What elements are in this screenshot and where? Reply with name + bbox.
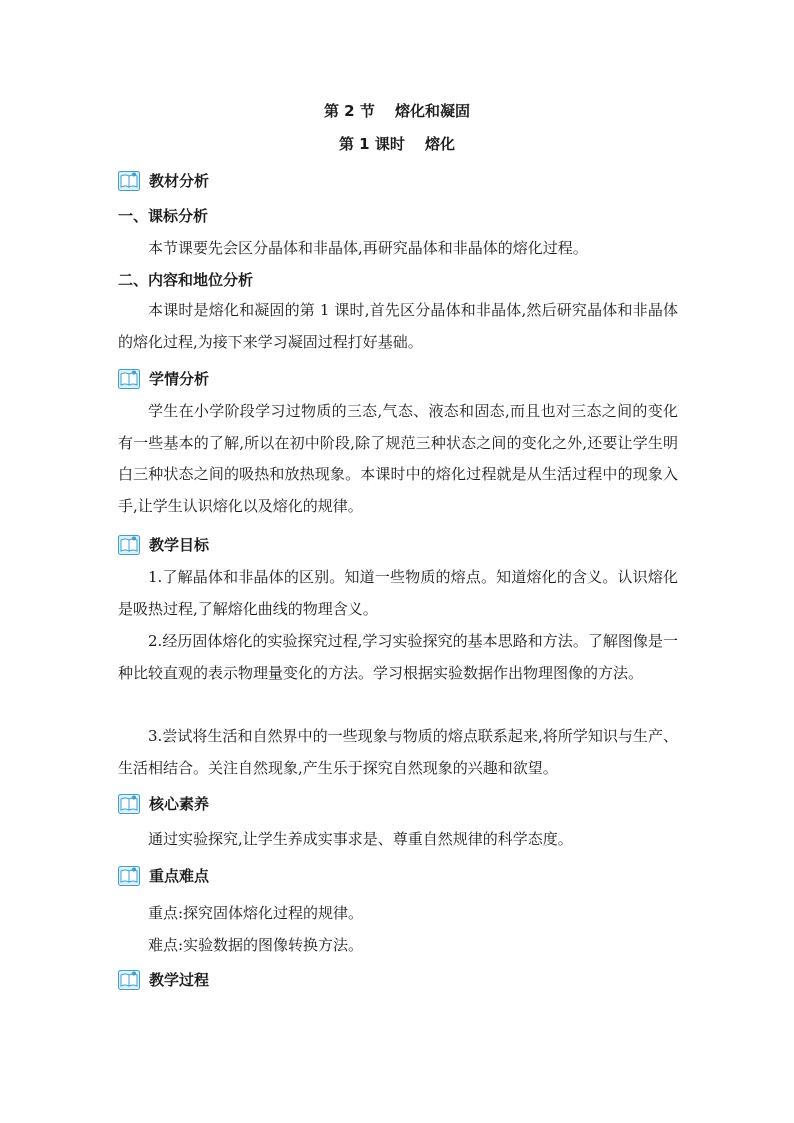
section-label: 核心素养: [149, 795, 210, 813]
section-label: 教学目标: [149, 536, 210, 554]
open-book-icon: [118, 866, 140, 886]
paragraph-goal-1: 1.了解晶体和非晶体的区别。知道一些物质的熔点。知道熔化的含义。认识熔化是吸热过程,了解熔化曲线的物理含义。: [118, 568, 678, 618]
section-core-literacy: [118, 792, 209, 816]
paragraph-key-point: 重点:探究固体熔化过程的规律。: [148, 904, 364, 922]
paragraph-content-analysis: 本课时是熔化和凝固的第 1 课时,首先区分晶体和非晶体,然后研究晶体和非晶体的熔化过程,为接下来学习凝固过程打好基础。: [118, 301, 678, 351]
paragraph-curriculum-analysis: 本节课要先会区分晶体和非晶体,再研究晶体和非晶体的熔化过程。: [148, 239, 588, 257]
subhead-content-analysis: 二、内容和地位分析: [118, 271, 254, 289]
paragraph-core-literacy: 通过实验探究,让学生养成实事求是、尊重自然规律的科学态度。: [148, 830, 573, 848]
open-book-icon: [118, 171, 140, 191]
open-book-icon: [118, 535, 140, 555]
open-book-icon: [118, 970, 140, 990]
section-label: 重点难点: [149, 867, 210, 885]
page-subtitle: 第 1 课时 熔化: [338, 135, 456, 153]
page-title: 第 2 节 熔化和凝固: [323, 102, 471, 120]
section-label: 教材分析: [149, 172, 210, 190]
paragraph-student-analysis: 学生在小学阶段学习过物质的三态,气态、液态和固态,而且也对三态之间的变化有一些基本的了解,所以在初中阶段,除了规范三种状态之间的变化之外,还要让学生明白三种状态之间的吸热和放热现象。本课时中的熔化过程就是从生活过程中的现象入手,让学生认识熔化以及熔化的规律。: [118, 402, 678, 515]
section-teaching-goals: [118, 533, 209, 557]
paragraph-goal-3: 3.尝试将生活和自然界中的一些现象与物质的熔点联系起来,将所学知识与生产、生活相结合。关注自然现象,产生乐于探究自然现象的兴趣和欲望。: [118, 727, 678, 777]
section-material-analysis: [118, 169, 209, 193]
paragraph-difficult-point: 难点:实验数据的图像转换方法。: [148, 936, 364, 954]
subhead-curriculum-analysis: 一、课标分析: [118, 207, 209, 225]
section-student-analysis: [118, 367, 209, 391]
section-label: 教学过程: [149, 971, 210, 989]
open-book-icon: [118, 369, 140, 389]
section-teaching-process: [118, 968, 209, 992]
paragraph-goal-2: 2.经历固体熔化的实验探究过程,学习实验探究的基本思路和方法。了解图像是一种比较直观的表示物理量变化的方法。学习根据实验数据作出物理图像的方法。: [118, 632, 678, 682]
section-key-difficult: [118, 864, 209, 888]
section-label: 学情分析: [149, 370, 210, 388]
open-book-icon: [118, 794, 140, 814]
